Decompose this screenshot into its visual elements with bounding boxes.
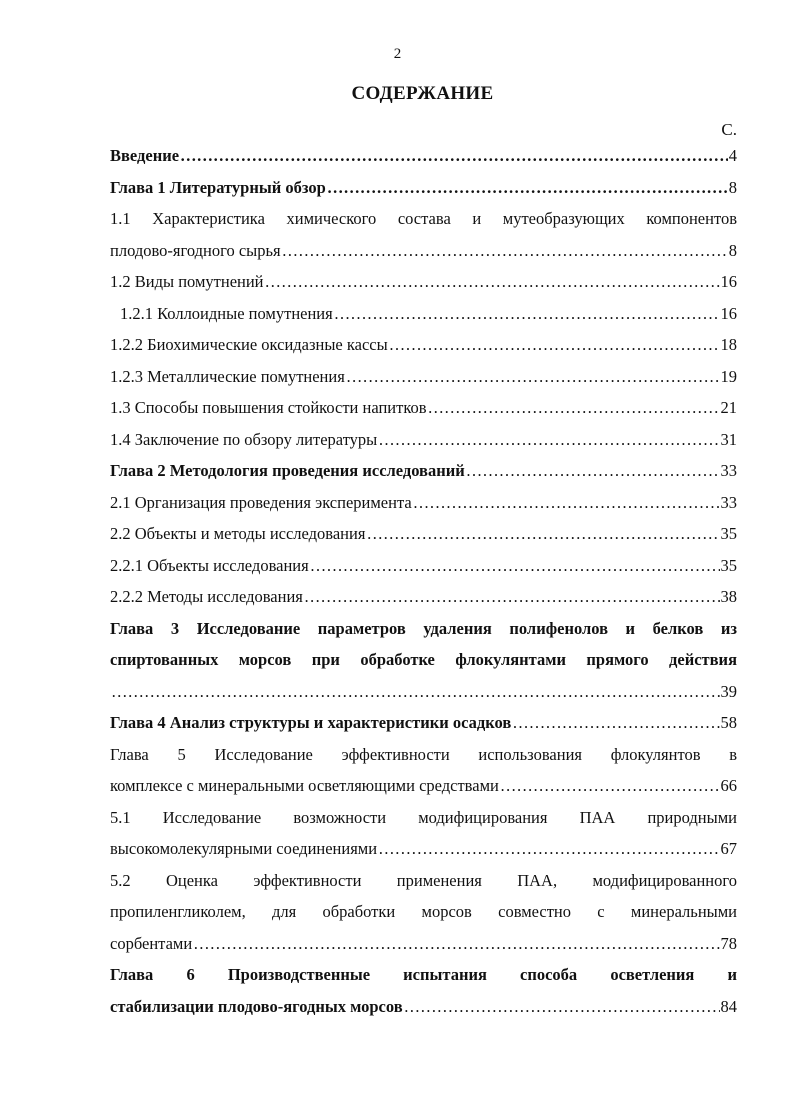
dot-leader xyxy=(378,833,719,865)
toc-entry-1-2-1[interactable] xyxy=(110,298,737,330)
page-number: 2 xyxy=(393,46,402,62)
toc-entry-chapter-3[interactable] xyxy=(110,613,737,708)
dot-leader xyxy=(378,424,719,456)
toc-page-number: 19 xyxy=(720,366,737,386)
toc-page-number: 16 xyxy=(720,272,737,291)
toc-entry-2-1[interactable] xyxy=(110,487,737,519)
dot-leader xyxy=(334,298,720,330)
toc-entry-text: 2.2 Объекты и методы исследования xyxy=(110,524,366,543)
toc-page-number: 78 xyxy=(720,933,737,953)
dot-leader xyxy=(310,550,720,582)
toc-entry-1-2-2[interactable] xyxy=(110,329,737,361)
toc-entry-text-cont: стабилизации плодово-ягодных морсов xyxy=(110,996,403,1016)
toc-entry-chapter-5[interactable] xyxy=(110,739,737,802)
dot-leader xyxy=(512,707,719,739)
toc-entry-text: 1.3 Способы повышения стойкости напитков xyxy=(110,398,427,417)
toc-entry-text: Глава 4 Анализ структуры и характеристики осадков xyxy=(110,713,512,732)
toc-entry-text-cont: сорбентами xyxy=(110,933,193,953)
toc-entry-text: 1.2.3 Металлические помутнения xyxy=(110,366,345,386)
toc-entry-text-cont: высокомолекулярными соединениями xyxy=(110,839,378,858)
table-of-contents xyxy=(110,140,737,1022)
toc-entry-intro[interactable] xyxy=(110,140,737,172)
toc-page-number: 31 xyxy=(720,429,737,449)
toc-page-number: 18 xyxy=(720,335,737,354)
toc-entry-text: 5.1 Исследование возможности модифицирования ПАА природными xyxy=(110,807,737,827)
dot-leader xyxy=(346,361,720,393)
toc-entry-chapter-6[interactable] xyxy=(110,959,737,1022)
toc-entry-5-2[interactable] xyxy=(110,865,737,960)
page-column-label: С. xyxy=(721,120,737,139)
toc-entry-text: Введение xyxy=(110,146,180,165)
dot-leader xyxy=(327,172,728,204)
dot-leader xyxy=(180,140,728,172)
toc-page-number: 38 xyxy=(720,587,737,606)
toc-entry-text: 2.1 Организация проведения эксперимента xyxy=(110,492,412,512)
toc-entry-text-cont: плодово-ягодного сырья xyxy=(110,240,281,260)
toc-entry-text: Глава 2 Методология проведения исследований xyxy=(110,461,465,480)
toc-entry-text-cont: спиртованных морсов при обработке флокулянтами прямого действия xyxy=(110,650,737,669)
toc-entry-text: 1.4 Заключение по обзору литературы xyxy=(110,429,378,449)
toc-entry-chapter-1[interactable] xyxy=(110,172,737,204)
toc-page-number: 16 xyxy=(720,303,737,323)
dot-leader xyxy=(404,991,720,1023)
toc-entry-5-1[interactable] xyxy=(110,802,737,865)
toc-entry-2-2-1[interactable] xyxy=(110,550,737,582)
toc-entry-text-cont: комплексе с минеральными осветляющими средствами xyxy=(110,776,499,795)
toc-entry-text: Глава 6 Производственные испытания способа осветления и xyxy=(110,965,737,984)
toc-entry-text: Глава 1 Литературный обзор xyxy=(110,177,326,197)
toc-entry-1-2-3[interactable] xyxy=(110,361,737,393)
toc-page-number: 35 xyxy=(720,524,737,543)
toc-page-number: 39 xyxy=(720,681,737,701)
toc-entry-text: Глава 3 Исследование параметров удаления полифенолов и белков из xyxy=(110,618,737,638)
toc-entry-1-1[interactable] xyxy=(110,203,737,266)
toc-entry-text: 5.2 Оценка эффективности применения ПАА, модифицированного xyxy=(110,870,737,890)
toc-entry-text: 1.2 Виды помутнений xyxy=(110,272,264,291)
toc-page-number: 33 xyxy=(720,492,737,512)
toc-page-number: 84 xyxy=(720,996,737,1016)
toc-entry-text-cont: пропиленгликолем, для обработки морсов совместно с минеральными xyxy=(110,902,737,921)
toc-entry-text: Глава 5 Исследование эффективности использования флокулянтов в xyxy=(110,744,737,764)
dot-leader xyxy=(111,676,720,708)
toc-page-number: 58 xyxy=(720,713,737,732)
toc-page-number: 33 xyxy=(720,461,737,480)
dot-leader xyxy=(265,266,720,298)
toc-entry-chapter-4[interactable] xyxy=(110,707,737,739)
dot-leader xyxy=(466,455,720,487)
toc-page-number: 67 xyxy=(720,839,737,858)
dot-leader xyxy=(193,928,719,960)
dot-leader xyxy=(366,518,719,550)
dot-leader xyxy=(428,392,720,424)
dot-leader xyxy=(500,770,720,802)
dot-leader xyxy=(282,235,728,267)
toc-entry-text: 2.2.2 Методы исследования xyxy=(110,587,303,606)
toc-entry-text: 2.2.1 Объекты исследования xyxy=(110,555,309,575)
toc-page-number: 8 xyxy=(728,177,737,197)
toc-page-number: 4 xyxy=(728,146,737,165)
dot-leader xyxy=(389,329,720,361)
toc-page-number: 35 xyxy=(720,555,737,575)
page-title: СОДЕРЖАНИЕ xyxy=(351,83,494,104)
toc-entry-2-2-2[interactable] xyxy=(110,581,737,613)
toc-entry-text: 1.1 Характеристика химического состава и мутеобразующих компонентов xyxy=(110,209,737,228)
toc-page-number: 8 xyxy=(728,240,737,260)
toc-entry-1-2[interactable] xyxy=(110,266,737,298)
toc-entry-text: 1.2.2 Биохимические оксидазные кассы xyxy=(110,335,388,354)
toc-page-number: 21 xyxy=(720,398,737,417)
toc-entry-2-2[interactable] xyxy=(110,518,737,550)
toc-entry-1-3[interactable] xyxy=(110,392,737,424)
dot-leader xyxy=(304,581,720,613)
toc-entry-text: 1.2.1 Коллоидные помутнения xyxy=(120,303,333,323)
toc-page-number: 66 xyxy=(720,776,737,795)
toc-entry-1-4[interactable] xyxy=(110,424,737,456)
toc-entry-chapter-2[interactable] xyxy=(110,455,737,487)
dot-leader xyxy=(413,487,720,519)
